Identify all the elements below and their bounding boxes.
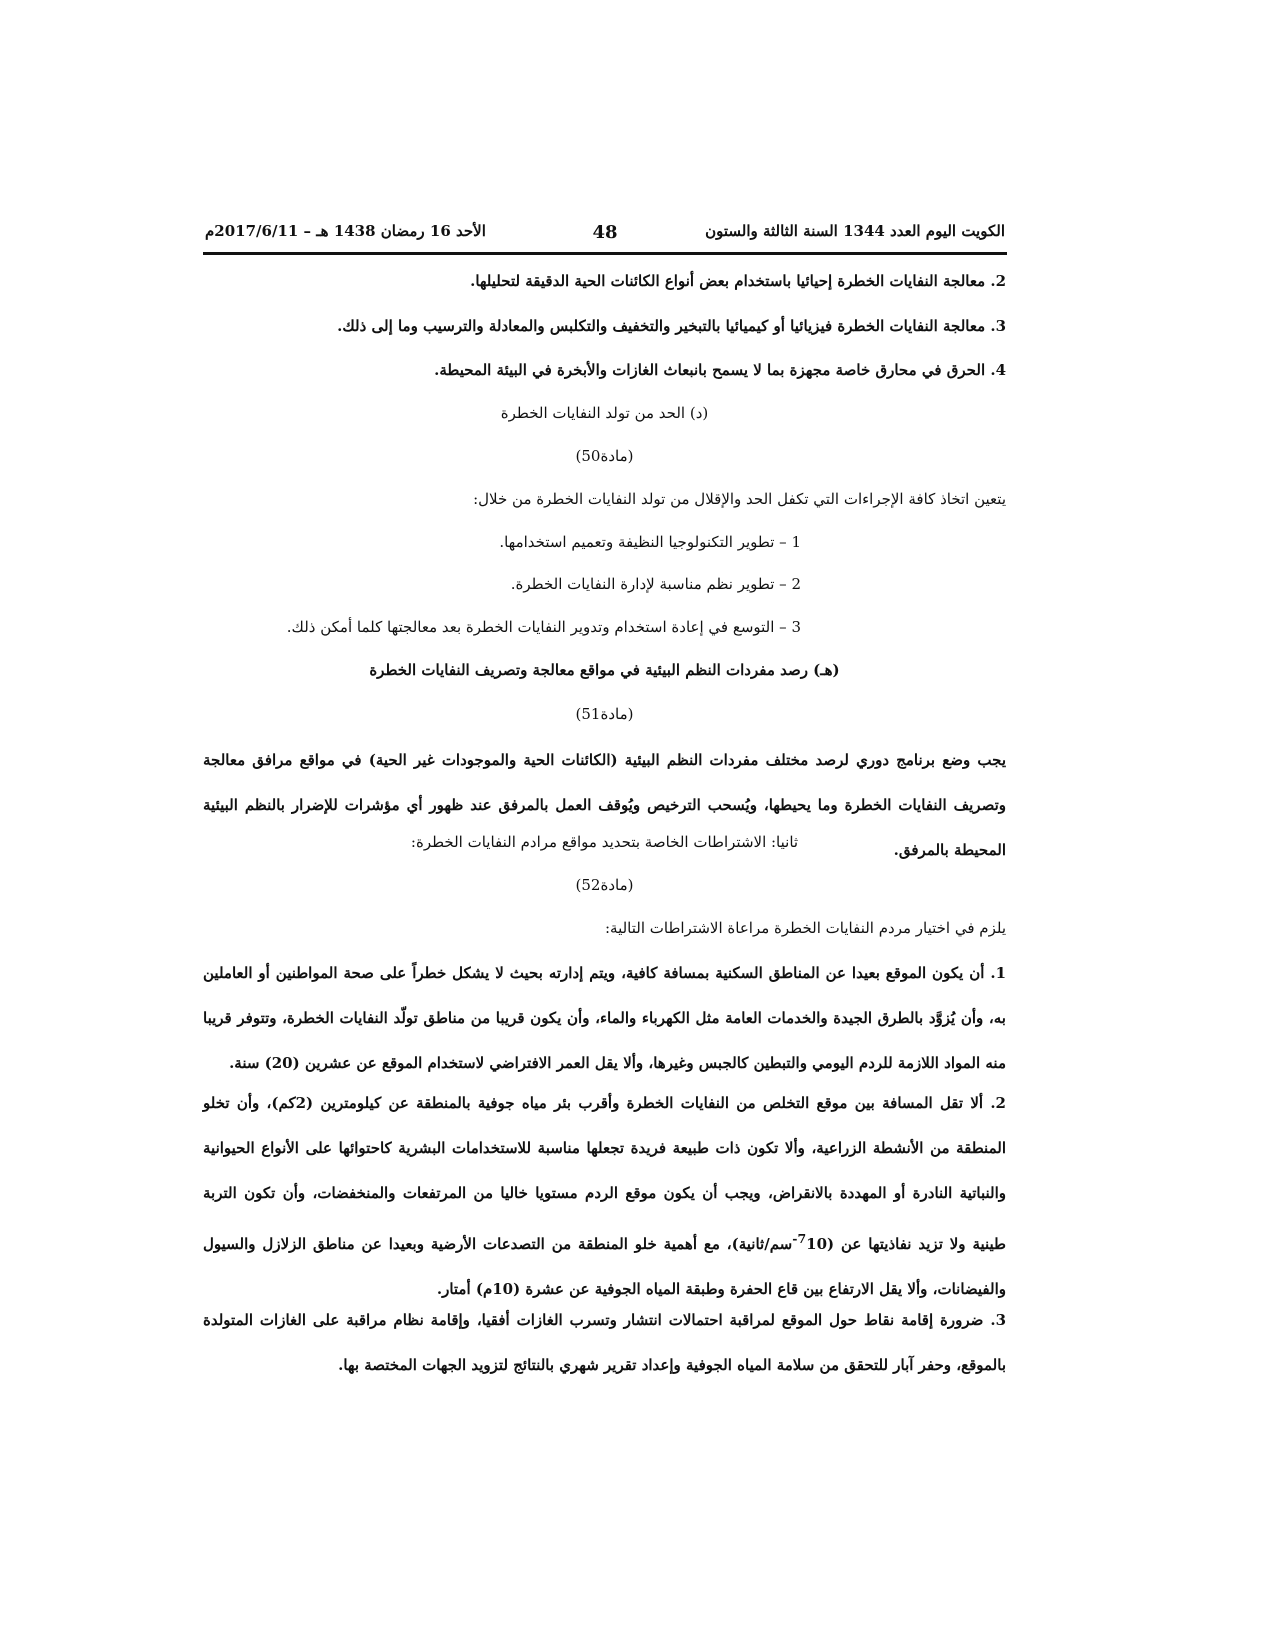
- list-item-3: 3 – التوسع في إعادة استخدام وتدوير النفايات الخطرة بعد معالجتها كلما أمكن ذلك.: [286, 618, 801, 636]
- article-51: (مادة51): [575, 705, 634, 723]
- exponent-base: 10: [806, 1235, 828, 1253]
- issue-date: الأحد 16 رمضان 1438 هـ – 2017/6/11م: [205, 222, 486, 240]
- article-52: (مادة52): [575, 876, 634, 894]
- condition-3: 3. ضرورة إقامة نقاط حول الموقع لمراقبة احتمالات انتشار وتسرب الغازات أفقيا، وإقامة نظام مراقبة على الغازات المتولدة بالموقع، وحفر آبار للتحقق من سلامة المياه الجوفية وإعداد تقرير شهري بالنتائج لتزويد الجهات المختصة بها.: [203, 1311, 1006, 1374]
- condition-2-part-b: سم/ثانية)، مع أهمية خلو المنطقة من التصدعات الأرضية وبعيدا عن مناطق الزلازل والسيول والفيضانات، وألا يقل الارتفاع بين قاع الحفرة وطبقة المياه الجوفية عن عشرة (10م) أمتار.: [203, 1235, 1006, 1298]
- article-52-intro: يلزم في اختيار مردم النفايات الخطرة مراعاة الاشتراطات التالية:: [604, 919, 1006, 937]
- page-header: [205, 222, 1005, 246]
- item-2: 2. معالجة النفايات الخطرة إحيائيا باستخدام بعض أنواع الكائنات الحية الدقيقة لتحليلها.: [470, 272, 1006, 290]
- header-rule: [203, 252, 1007, 255]
- condition-1: 1. أن يكون الموقع بعيدا عن المناطق السكنية بمسافة كافية، ويتم إدارته بحيث لا يشكل خطراً على صحة المواطنين أو العاملين به، وأن يُزوَّد بالطرق الجيدة والخدمات العامة مثل الكهرباء والماء، وأن يكون قريبا من مناطق تولّد النفايات الخطرة، وتتوفر قريبا منه المواد اللازمة للردم اليومي والتبطين كالجبس وغيرها، وألا يقل العمر الافتراضي لاستخدام الموقع عن عشرين (20) سنة.: [203, 964, 1006, 1072]
- item-3: 3. معالجة النفايات الخطرة فيزيائيا أو كيميائيا بالتبخير والتخفيف والتكلبس والمعادلة والترسيب وما إلى ذلك.: [337, 317, 1006, 335]
- issue-info: الكويت اليوم العدد 1344 السنة الثالثة والستون: [705, 222, 1005, 240]
- list-item-1: 1 – تطوير التكنولوجيا النظيفة وتعميم استخدامها.: [499, 533, 801, 551]
- section-2-heading: ثانيا: الاشتراطات الخاصة بتحديد مواقع مرادم النفايات الخطرة:: [410, 833, 799, 851]
- list-item-2: 2 – تطوير نظم مناسبة لإدارة النفايات الخطرة.: [510, 575, 801, 593]
- condition-2-part-a: 2. ألا تقل المسافة بين موقع التخلص من النفايات الخطرة وأقرب بئر مياه جوفية بالمنطقة عن كيلومترين (2كم)، وأن تخلو المنطقة من الأنشطة الزراعية، وألا تكون ذات طبيعة فريدة تجعلها مناسبة للاستخدامات البشرية كاحتوائها على الأنواع الحيوانية والنباتية النادرة أو المهددة بالانقراض، ويجب أن يكون موقع الردم مستويا خاليا من المرتفعات والمنخفضات، وأن تكون التربة طينية ولا تزيد نفاذيتها عن (: [203, 1094, 1006, 1253]
- exponent: -7: [792, 1231, 807, 1246]
- page-body: [203, 268, 1006, 1378]
- item-4: 4. الحرق في محارق خاصة مجهزة بما لا يسمح بانبعاث الغازات والأبخرة في البيئة المحيطة.: [434, 361, 1006, 379]
- article-51-text: يجب وضع برنامج دوري لرصد مختلف مفردات النظم البيئية (الكائنات الحية والموجودات غير الحية) في مواقع مرافق معالجة وتصريف النفايات الخطرة وما يحيطها، ويُسحب الترخيص ويُوقف العمل بالمرفق عند ظهور أي مؤشرات للإضرار بالنظم البيئية المحيطة بالمرفق.: [203, 751, 1006, 859]
- section-d-heading: (د) الحد من تولد النفايات الخطرة: [500, 404, 709, 422]
- page-number: 48: [592, 222, 618, 243]
- section-h-heading: (هـ) رصد مفردات النظم البيئية في مواقع معالجة وتصريف النفايات الخطرة: [369, 661, 840, 679]
- article-50: (مادة50): [575, 447, 634, 465]
- section-d-intro: يتعين اتخاذ كافة الإجراءات التي تكفل الحد والإقلال من تولد النفايات الخطرة من خلال:: [473, 490, 1006, 508]
- condition-2: [203, 1081, 1006, 1312]
